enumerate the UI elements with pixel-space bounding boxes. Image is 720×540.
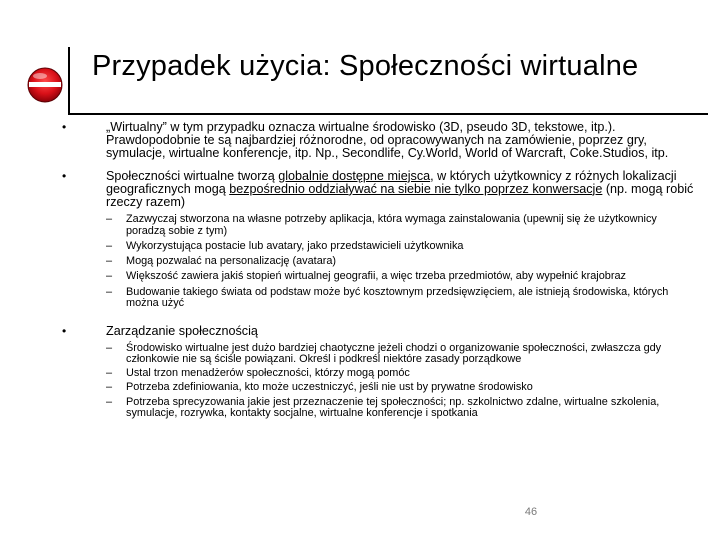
sub-item-text: Ustal trzon menadżerów społeczności, którzy mogą pomóc (126, 367, 410, 380)
logo-icon (26, 66, 64, 104)
bullet-text: Zarządzanie społecznością (106, 324, 258, 339)
bullet-text-end: (np. mogą robić rzeczy razem) (106, 181, 694, 210)
sub-item-text: Budowanie takiego świata od podstaw może być kosztownym przedsięwzięciem, ale istnieją środowiska, których można użyć (126, 285, 669, 309)
sub-item (106, 241, 694, 252)
underlined-phrase-global-places: globalnie dostępne miejsca (278, 168, 431, 183)
sub-item (106, 271, 694, 282)
slide-content (62, 121, 694, 422)
page-number: 46 (524, 506, 538, 518)
dash-marker: – (106, 270, 113, 283)
vertical-rule (68, 47, 70, 115)
sub-item-text: Większość zawiera jakiś stopień wirtualnej geografii, a więc trzeba przedmiotów, aby wypełnić krajobraz (126, 270, 626, 283)
sub-item-text: Środowisko wirtualne jest dużo bardziej chaotyczne jeżeli chodzi o organizowanie społeczności, zwłaszcza gdy członkowie nie są ściśle powiązani. Określ i podkreśl niektóre zasady porządkowe (126, 341, 662, 365)
bullet-text-middle: , w których użytkownicy z różnych lokalizacji geograficznych mogą (106, 168, 677, 196)
bullet-virtual-communities (62, 170, 694, 310)
sub-item (106, 368, 694, 379)
bullet-marker: • (62, 120, 67, 134)
dash-marker: – (106, 395, 113, 408)
sub-list (106, 214, 694, 309)
sub-item-text: Mogą pozwalać na personalizację (avatara) (126, 255, 337, 268)
bullet-community-management (62, 325, 694, 419)
dash-marker: – (106, 381, 113, 394)
dash-marker: – (106, 285, 113, 298)
bullet-marker: • (62, 324, 67, 339)
sub-item (106, 287, 694, 310)
dash-marker: – (106, 367, 113, 380)
dash-marker: – (106, 255, 113, 268)
bullet-marker: • (62, 168, 67, 183)
sub-item (106, 343, 694, 366)
bullet-virtual-definition (62, 121, 694, 161)
dash-marker: – (106, 213, 113, 226)
sub-item-text: Wykorzystująca postacie lub avatary, jako przedstawicieli użytkownika (126, 239, 464, 252)
sub-item (106, 256, 694, 267)
sub-item (106, 214, 694, 237)
sub-item-text: Potrzeba sprecyzowania jakie jest przeznaczenie tej społeczności; np. szkolnictwo zdalne, wirtualne szkolenia, symulacje, rozrywka, kontakty socjalne, wirtualne konferencje i spotkania (126, 395, 660, 419)
underlined-phrase-direct-interaction: bezpośrednio oddziaływać na siebie nie tylko poprzez konwersacje (229, 181, 603, 196)
sub-item-text: Potrzeba zdefiniowania, kto może uczestniczyć, jeśli nie ust by prywatne środowisko (126, 381, 533, 394)
slide-title: Przypadek użycia: Społeczności wirtualne (92, 50, 639, 82)
horizontal-rule (68, 113, 708, 115)
sub-item (106, 397, 694, 420)
dash-marker: – (106, 341, 113, 354)
dash-marker: – (106, 239, 113, 252)
sub-item (106, 382, 694, 393)
sub-item-text: Zazwyczaj stworzona na własne potrzeby aplikacja, która wymaga zainstalowania (upewnij się że użytkownicy poradzą sobie z tym) (126, 213, 657, 237)
bullet-text-start: Społeczności wirtualne tworzą (106, 168, 279, 183)
bullet-text: „Wirtualny” w tym przypadku oznacza wirtualne środowisko (3D, pseudo 3D, tekstowe, itp.). Prawdopodobnie te są najbardziej różnorodne, od opracowywanych na zamówienie, poprzez gry, symulacje, wirtualne konferencje, itp. Np., Secondlife, Cy.World, World of Warcraft, Coke.Studios, itp. (106, 120, 669, 161)
sub-list (106, 343, 694, 420)
